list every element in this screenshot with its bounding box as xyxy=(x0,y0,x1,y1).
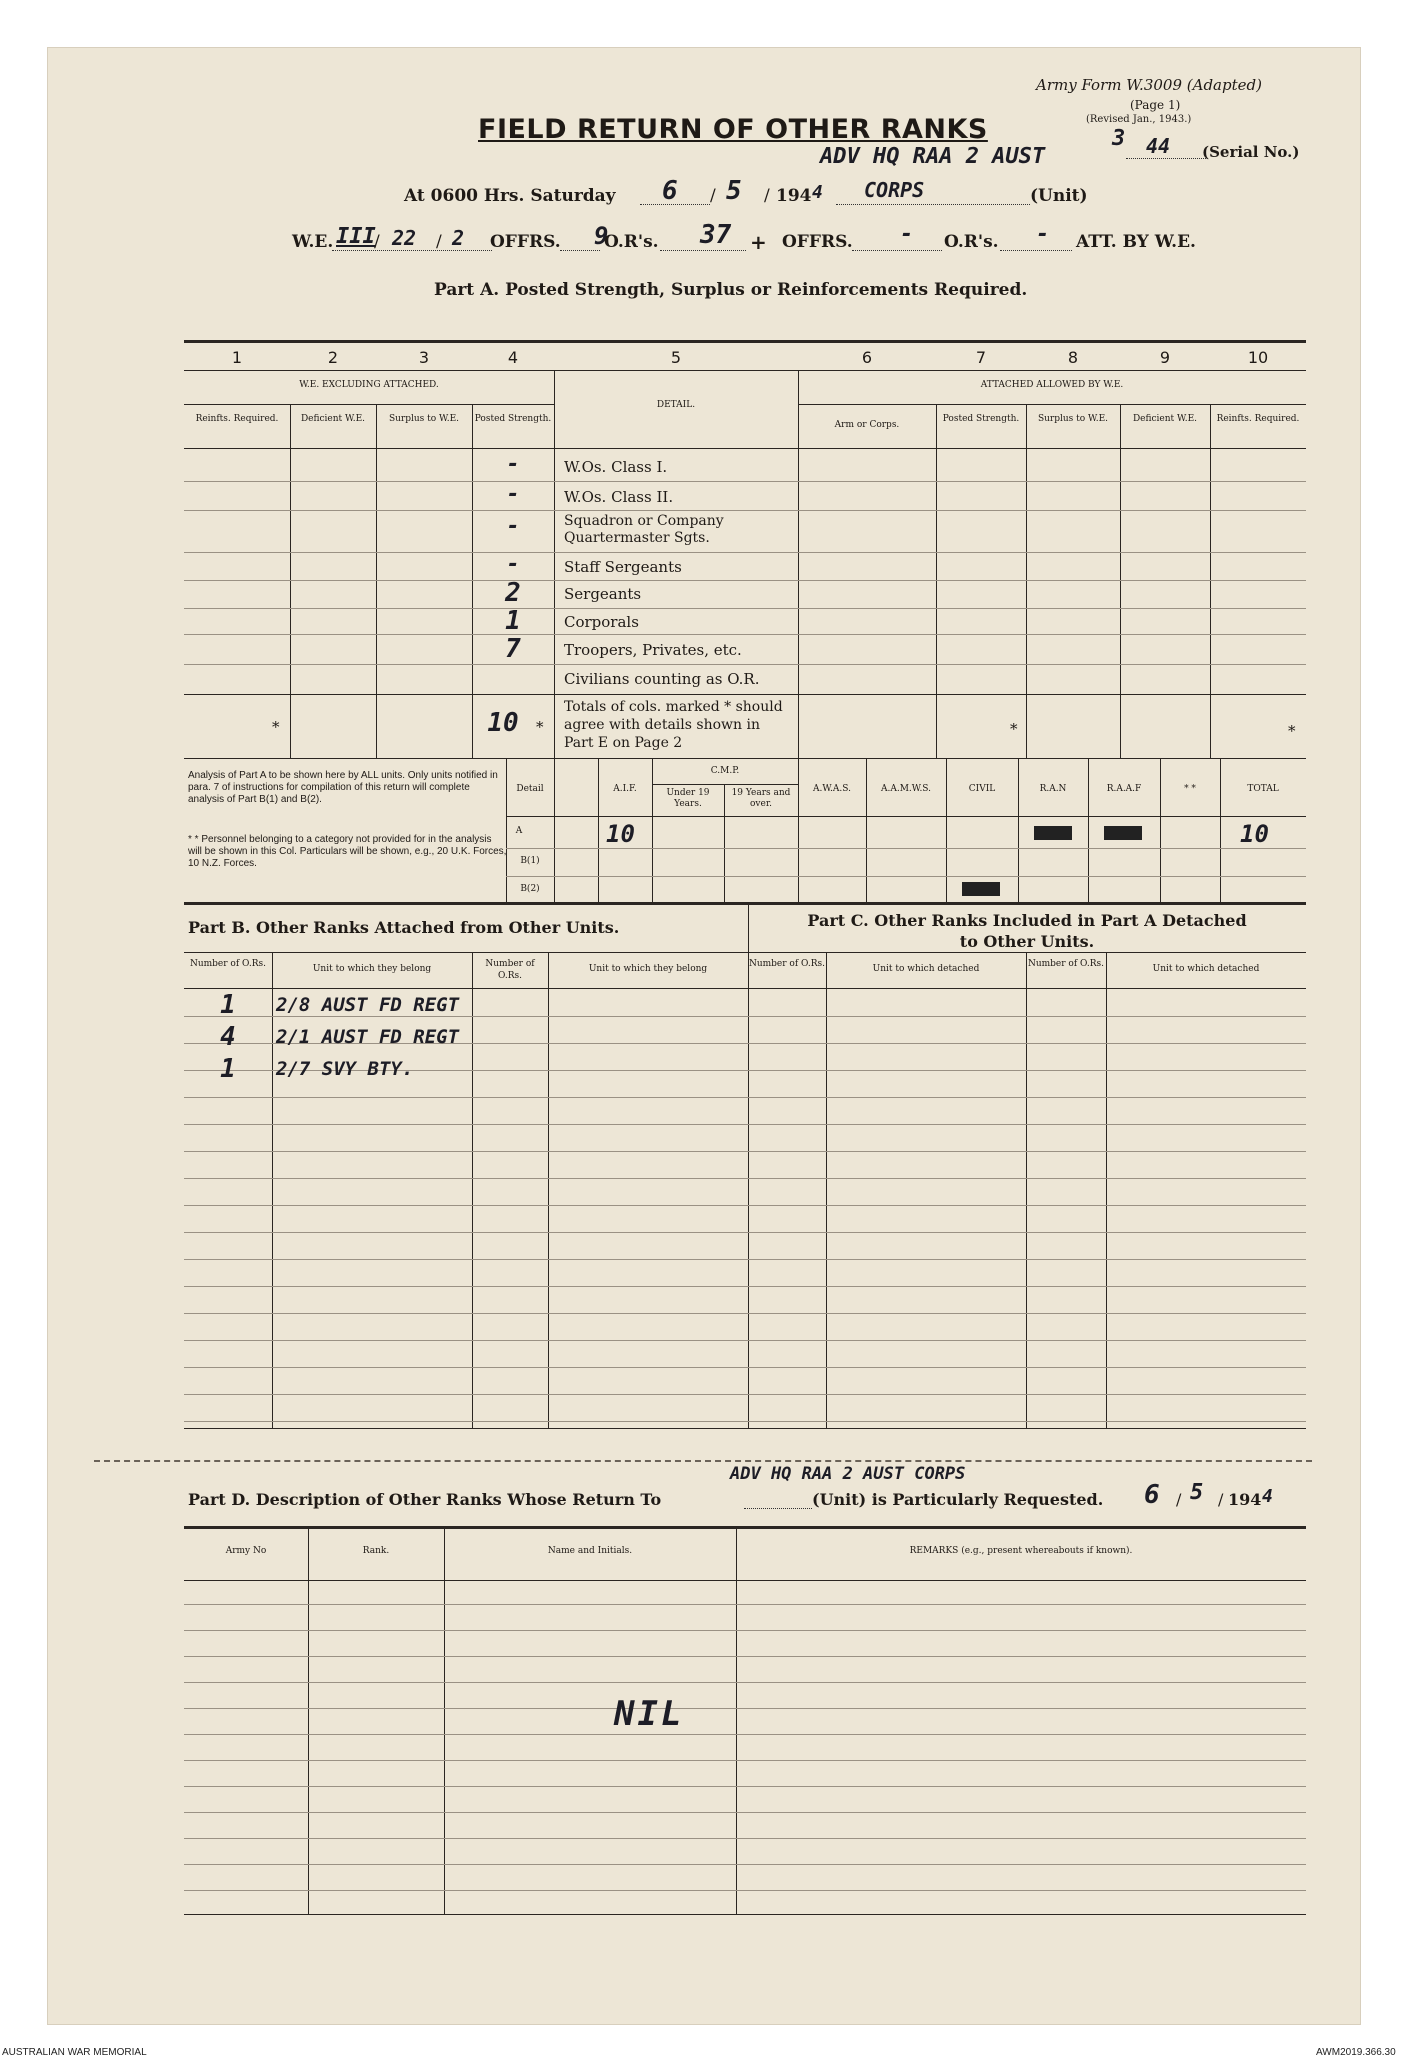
posted-wo1: - xyxy=(506,452,520,477)
ruled-line xyxy=(184,1760,1306,1761)
header-arm-corps: Arm or Corps. xyxy=(834,420,900,430)
ruled-line xyxy=(184,1734,1306,1735)
part-b-entry-2-num: 4 xyxy=(220,1022,236,1052)
part-b-entry-2-unit: 2/1 AUST FD REGT xyxy=(276,1026,460,1048)
header-deficient-we: Deficient W.E. xyxy=(300,414,366,424)
analysis-row-b2: B(2) xyxy=(520,884,540,894)
analysis-note-1: Analysis of Part A to be shown here by ALL units. Only units notified in para. 7 of instructions for compilation of this return will complete analysis of Part B(1) and B(2). xyxy=(188,770,498,805)
ors2-handwritten: - xyxy=(1036,222,1050,247)
ruled-line xyxy=(184,1838,1306,1839)
posted-privates: 7 xyxy=(505,634,521,664)
we-label: W.E. xyxy=(292,232,334,252)
serial-dotted-line xyxy=(1126,158,1206,159)
part-c-unit-header: Unit to which detached xyxy=(872,964,980,974)
posted-cqms: - xyxy=(506,514,520,539)
part-c-num-header: Number of O.Rs. xyxy=(748,959,826,969)
serial-label: (Serial No.) xyxy=(1202,143,1300,161)
part-b-num-header: Number of O.Rs. xyxy=(189,959,267,969)
att-label: ATT. BY W.E. xyxy=(1076,232,1196,252)
ruled-line xyxy=(184,1286,1306,1287)
ruled-line xyxy=(184,1708,1306,1709)
col-number-10: 10 xyxy=(1247,348,1269,367)
part-d-name-header: Name and Initials. xyxy=(547,1546,633,1556)
col-number-5: 5 xyxy=(670,348,682,367)
ruled-line xyxy=(184,1016,1306,1017)
analysis-total: TOTAL xyxy=(1247,784,1279,794)
ruled-line xyxy=(184,1151,1306,1152)
we-handwritten-1: III xyxy=(336,224,376,249)
analysis-row-b1: B(1) xyxy=(520,856,540,866)
part-b-entry-3-unit: 2/7 SVY BTY. xyxy=(276,1058,414,1080)
analysis-stars: * * xyxy=(1184,784,1196,794)
unit-handwritten-2: CORPS xyxy=(864,178,925,202)
perforation-line xyxy=(94,1460,1312,1462)
analysis-civil: CIVIL xyxy=(968,784,996,794)
star-col4: * xyxy=(536,718,544,736)
form-title: FIELD RETURN OF OTHER RANKS xyxy=(478,114,988,145)
part-b-entry-1-unit: 2/8 AUST FD REGT xyxy=(276,994,460,1016)
ruled-line xyxy=(184,1232,1306,1233)
posted-staff-sgts: - xyxy=(506,552,520,577)
part-d-rank-header: Rank. xyxy=(362,1546,390,1556)
header-posted-strength: Posted Strength. xyxy=(474,414,552,424)
ruled-line xyxy=(184,1097,1306,1098)
ruled-line xyxy=(184,1340,1306,1341)
we-line xyxy=(332,250,492,251)
part-d-heading-end: (Unit) is Particularly Requested. xyxy=(812,1490,1104,1509)
ruled-line xyxy=(184,1421,1306,1422)
analysis-aamws: A.A.M.W.S. xyxy=(880,784,932,794)
ruled-line xyxy=(184,1604,1306,1605)
part-b-entry-3-num: 1 xyxy=(220,1054,236,1084)
analysis-under19: Under 19 Years. xyxy=(666,788,710,809)
ors2-label: O.R's. xyxy=(944,232,999,252)
detail-corporals: Corporals xyxy=(564,613,639,631)
part-d-army-no-header: Army No xyxy=(225,1546,267,1556)
posted-wo2: - xyxy=(506,482,520,507)
analysis-a-total-value: 10 xyxy=(1240,820,1269,848)
analysis-raaf: R.A.A.F xyxy=(1106,784,1142,794)
at-hours-label: At 0600 Hrs. Saturday xyxy=(404,186,616,206)
ruled-line xyxy=(184,1890,1306,1891)
col-number-6: 6 xyxy=(861,348,873,367)
part-b-num-header-2: Number of O.Rs. xyxy=(485,959,535,981)
header-attached-surplus: Surplus to W.E. xyxy=(1037,414,1109,424)
part-d-year-prefix: 194 xyxy=(1228,1490,1262,1509)
part-c-heading-1: Part C. Other Ranks Included in Part A Detached xyxy=(807,911,1247,930)
part-d-heading: Part D. Description of Other Ranks Whose Return To xyxy=(188,1490,662,1509)
header-attached-reinfts: Reinfts. Required. xyxy=(1216,414,1300,424)
part-d-nil: NIL xyxy=(614,1694,685,1734)
offrs-line xyxy=(560,250,600,251)
slash: / xyxy=(374,232,380,252)
ruled-line xyxy=(184,1864,1306,1865)
analysis-note-2: * * Personnel belonging to a category not provided for in the analysis will be shown in this Col. Particulars will be shown, e.g., 20 U.K. Forces, 10 N.Z. Forces. xyxy=(188,834,507,869)
footer-right: AWM2019.366.30 xyxy=(1316,2047,1396,2058)
ruled-line xyxy=(184,1656,1306,1657)
slash: / xyxy=(764,186,770,206)
analysis-detail-header: Detail xyxy=(516,784,544,794)
detail-sergeants: Sergeants xyxy=(564,585,642,603)
part-b-unit-header-2: Unit to which they belong xyxy=(588,964,708,974)
group-right-header: ATTACHED ALLOWED BY W.E. xyxy=(980,380,1124,390)
slash: / xyxy=(1176,1490,1182,1509)
detail-header: DETAIL. xyxy=(656,400,696,410)
we-handwritten-3: 2 xyxy=(452,226,465,250)
ors-line xyxy=(660,250,746,251)
ors-handwritten: 37 xyxy=(700,220,732,250)
star-col1: * xyxy=(272,718,280,736)
offrs2-line xyxy=(852,250,942,251)
analysis-aif: A.I.F. xyxy=(613,784,637,794)
detail-civilians: Civilians counting as O.R. xyxy=(564,670,760,688)
slash: / xyxy=(436,232,442,252)
header-surplus-we: Surplus to W.E. xyxy=(388,414,460,424)
star-col10: * xyxy=(1288,722,1296,740)
part-c-heading-2: to Other Units. xyxy=(959,932,1095,951)
part-d-month-handwritten: 5 xyxy=(1190,1480,1204,1505)
year-handwritten: 4 xyxy=(812,182,823,203)
part-c-num-header-2: Number of O.Rs. xyxy=(1027,959,1105,969)
part-a-heading: Part A. Posted Strength, Surplus or Reinforcements Required. xyxy=(434,280,1028,300)
raaf-blackout xyxy=(1104,826,1142,840)
posted-total: 10 xyxy=(487,708,519,738)
detail-staff-sergeants: Staff Sergeants xyxy=(564,558,682,576)
detail-privates: Troopers, Privates, etc. xyxy=(564,641,742,659)
offrs2-handwritten: - xyxy=(900,222,914,247)
analysis-cmp: C.M.P. xyxy=(710,766,740,776)
analysis-row-a: A xyxy=(515,826,523,836)
day-handwritten: 6 xyxy=(662,176,678,206)
ruled-line xyxy=(184,1394,1306,1395)
year-prefix: 194 xyxy=(776,186,812,206)
part-d-unit-handwritten: ADV HQ RAA 2 AUST CORPS xyxy=(730,1464,966,1484)
col-number-7: 7 xyxy=(975,348,987,367)
ruled-line xyxy=(184,1124,1306,1125)
detail-wo-class-2: W.Os. Class II. xyxy=(564,488,674,506)
footer-left: AUSTRALIAN WAR MEMORIAL xyxy=(2,2047,147,2058)
slash: / xyxy=(710,186,716,206)
unit-label: (Unit) xyxy=(1030,186,1088,206)
part-d-bottom-line xyxy=(184,1914,1306,1915)
col-number-4: 4 xyxy=(507,348,519,367)
offrs2-label: OFFRS. xyxy=(782,232,853,252)
ors2-line xyxy=(1000,250,1072,251)
ruled-line xyxy=(184,1259,1306,1260)
detail-cqms: Squadron or Company Quartermaster Sgts. xyxy=(564,513,724,546)
part-b-unit-header: Unit to which they belong xyxy=(312,964,432,974)
posted-sergeants: 2 xyxy=(505,578,521,608)
col-number-2: 2 xyxy=(327,348,339,367)
offrs-label: OFFRS. xyxy=(490,232,561,252)
analysis-over19: 19 Years and over. xyxy=(731,788,791,809)
page-number: (Page 1) xyxy=(1130,98,1181,112)
ors-label: O.R's. xyxy=(604,232,659,252)
ruled-line xyxy=(184,1786,1306,1787)
analysis-a-aif-value: 10 xyxy=(606,820,635,848)
col-number-9: 9 xyxy=(1159,348,1171,367)
civil-blackout xyxy=(962,882,1000,896)
detail-wo-class-1: W.Os. Class I. xyxy=(564,458,668,476)
slash: / xyxy=(1218,1490,1224,1509)
analysis-ran: R.A.N xyxy=(1039,784,1067,794)
part-b-heading: Part B. Other Ranks Attached from Other Units. xyxy=(188,918,620,937)
revised-date: (Revised Jan., 1943.) xyxy=(1086,114,1192,125)
posted-corporals: 1 xyxy=(505,606,521,636)
ruled-line xyxy=(184,1682,1306,1683)
form-number: Army Form W.3009 (Adapted) xyxy=(1036,76,1262,94)
detail-totals: Totals of cols. marked * should agree with details shown in Part E on Page 2 xyxy=(564,699,783,751)
star-col7: * xyxy=(1010,720,1018,738)
unit-handwritten-1: ADV HQ RAA 2 AUST xyxy=(820,144,1046,169)
part-d-unit-line xyxy=(744,1508,812,1509)
ruled-line xyxy=(184,1178,1306,1179)
serial-handwritten: 3 xyxy=(1112,126,1126,151)
month-handwritten: 5 xyxy=(726,176,742,206)
header-attached-deficient: Deficient W.E. xyxy=(1132,414,1198,424)
col-number-1: 1 xyxy=(231,348,243,367)
unit-line xyxy=(836,204,1030,205)
col-number-3: 3 xyxy=(418,348,430,367)
col-number-8: 8 xyxy=(1067,348,1079,367)
part-d-remarks-header: REMARKS (e.g., present whereabouts if known). xyxy=(909,1546,1133,1556)
ruled-line xyxy=(184,1205,1306,1206)
serial-handwritten-2: 44 xyxy=(1146,134,1171,158)
analysis-awas: A.W.A.S. xyxy=(813,784,851,794)
ruled-line xyxy=(184,1630,1306,1631)
header-attached-posted: Posted Strength. xyxy=(942,414,1020,424)
we-handwritten-2: 22 xyxy=(392,226,417,250)
part-c-unit-header-2: Unit to which detached xyxy=(1152,964,1260,974)
group-left-header: W.E. EXCLUDING ATTACHED. xyxy=(299,380,439,390)
part-b-entry-1-num: 1 xyxy=(220,990,236,1020)
ruled-line xyxy=(184,1367,1306,1368)
part-d-year-handwritten: 4 xyxy=(1262,1486,1273,1507)
plus-sign: + xyxy=(750,230,767,254)
header-reinfts-required: Reinfts. Required. xyxy=(195,414,279,424)
part-d-day-handwritten: 6 xyxy=(1144,1480,1160,1510)
ruled-line xyxy=(184,1812,1306,1813)
offrs-handwritten: 9 xyxy=(594,222,609,250)
ran-blackout xyxy=(1034,826,1072,840)
ruled-line xyxy=(184,1313,1306,1314)
